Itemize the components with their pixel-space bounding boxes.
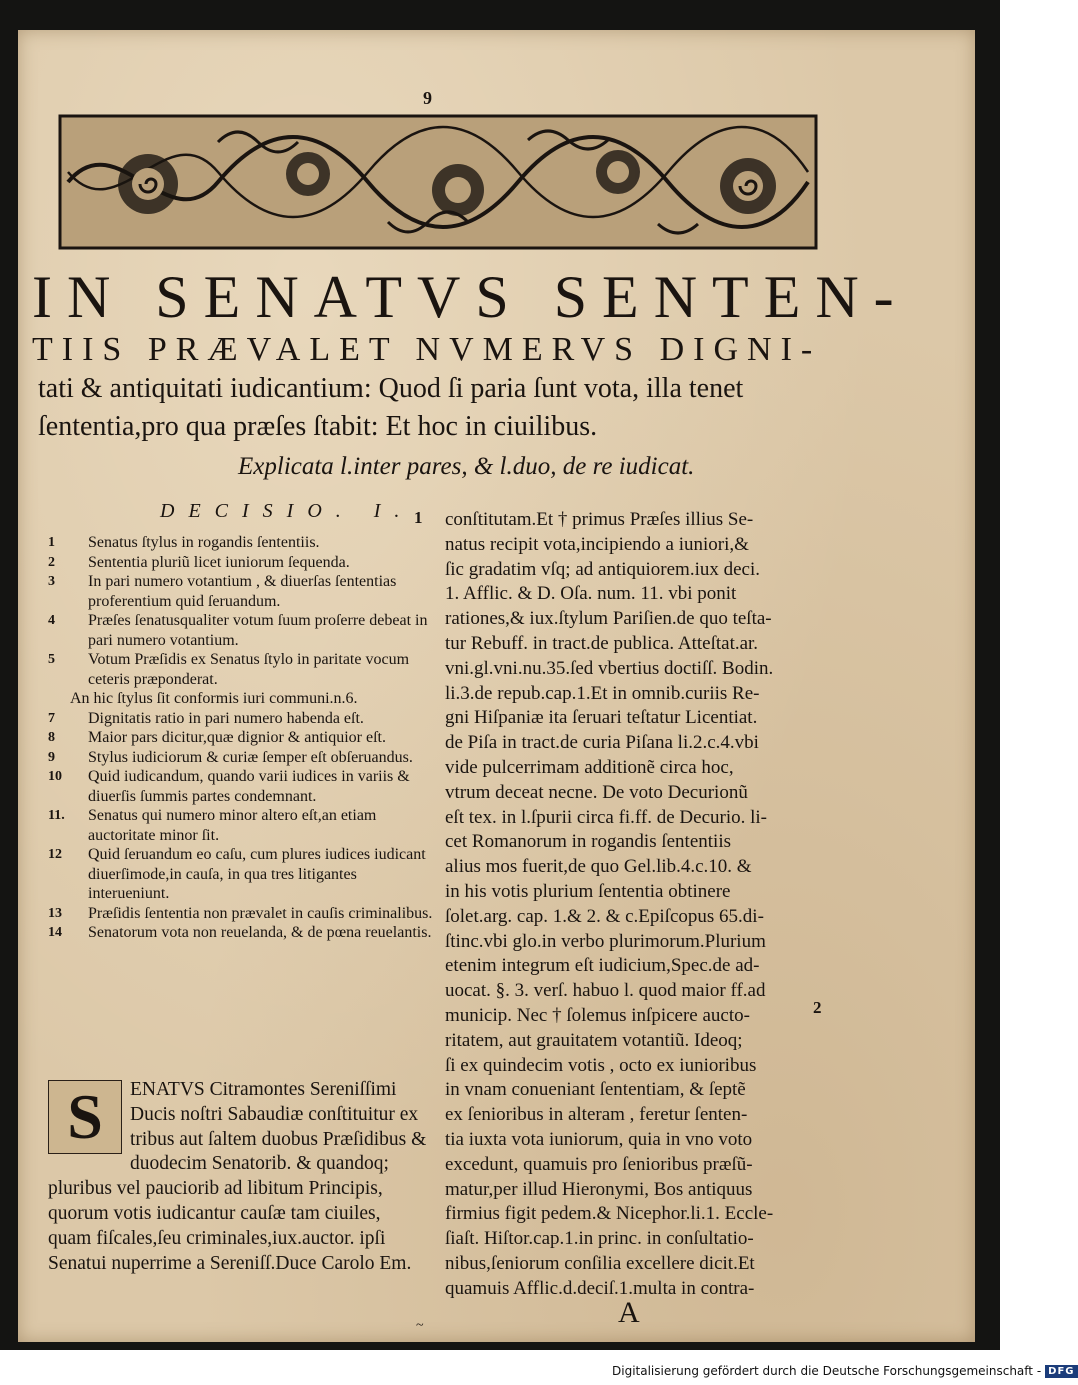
summary-item-number: 4: [48, 613, 55, 628]
body-line: ex ſenioribus in alteram , feretur ſenten-: [445, 1104, 748, 1126]
summary-item: [48, 904, 438, 924]
summary-item-number: 11.: [48, 808, 65, 823]
body-line: de Piſa in tract.de curia Piſana li.2.c.4.vbi: [445, 732, 759, 754]
summary-item-text: Votum Præſidis ex Senatus ſtylo in paritate vocum ceteris præponderat.: [88, 651, 410, 688]
bottom-flourish: ~: [416, 1318, 424, 1333]
summary-item: [48, 533, 438, 553]
summary-item-text: Præſes ſenatusqualiter votum ſuum proſerre debeat in pari numero votantium.: [88, 612, 428, 649]
summary-item-number: 14: [48, 925, 62, 940]
summary-item-text: Præſidis ſententia non prævalet in cauſis criminalibus.: [88, 904, 433, 922]
body-line: conſtitutam.Et † primus Præſes illius Se-: [445, 509, 754, 530]
body-text-right: [445, 508, 797, 1302]
summary-item: [48, 748, 438, 768]
body-line: cet Romanorum in rogandis ſententiis: [445, 831, 732, 853]
summary-item-number: 10: [48, 769, 62, 784]
body-line: natus recipit vota,incipiendo a iuniori,&: [445, 533, 749, 555]
body-line: quamuis Afflic.d.deciſ.1.multa in contra-: [445, 1277, 755, 1299]
body-text-left: [48, 1078, 428, 1276]
summary-item-text: Quid ſeruandum eo caſu, cum plures iudices iudicant diuerſimode,in cauſa, in qua tres litigantes interueniunt.: [88, 846, 426, 902]
summary-item: [48, 728, 438, 748]
signature-mark: A: [618, 1296, 640, 1329]
summary-item: [48, 611, 438, 650]
summary-item-text: In pari numero votantium , & diuerſas ſententias proferentium quid ſeruandum.: [88, 573, 397, 610]
body-line: 1. Afflic. & D. Oſa. num. 11. vbi ponit: [445, 583, 737, 605]
body-line: ſic gradatim vſq; ad antiquiorem.iux deci.: [445, 558, 760, 580]
body-line: ſiaſt. Hiſtor.cap.1.in princ. in conſultatio-: [445, 1228, 754, 1250]
page-number: 9: [423, 88, 432, 108]
summary-item-text: Senatus qui numero minor altero eſt,an etiam auctoritate minor ſit.: [88, 807, 377, 844]
summary-item-number: 7: [48, 710, 55, 726]
body-line: nibus,ſeniorum conſilia excellere dicit.Et: [445, 1252, 755, 1274]
summary-item-text: Senatus ſtylus in rogandis ſententiis.: [88, 534, 320, 551]
summary-list: [48, 533, 438, 943]
summary-item: [48, 689, 438, 709]
title-line-1: IN SENATVS SENTEN-: [32, 264, 909, 330]
subtitle: Explicata l.inter pares, & l.duo, de re iudicat.: [238, 453, 695, 480]
summary-item-text: Sententia pluriũ licet iuniorum ſequenda.: [88, 553, 350, 571]
body-line: vtrum deceat necne. De voto Decurionũ: [445, 781, 748, 803]
body-line: tia iuxta vota iuniorum, quia in vno voto: [445, 1128, 753, 1150]
body-line: municip. Nec † ſolemus inſpicere aucto-: [445, 1004, 750, 1026]
summary-item-number: 2: [48, 554, 55, 570]
summary-item-number: 9: [48, 749, 55, 765]
summary-item-number: 5: [48, 652, 55, 667]
summary-item-text: Senatorum vota non reuelanda, & de pœna reuelantis.: [88, 924, 432, 941]
title-line-3: tati & antiquitati iudicantium: Quod ſi paria ſunt vota, illa tenet: [38, 373, 744, 404]
summary-item-text: An hic ſtylus ſit conformis iuri communi.n.6.: [70, 690, 358, 707]
body-line: etenim integrum eſt iudicium,Spec.de ad-: [445, 955, 760, 977]
summary-item-text: Quid iudicandum, quando varii iudices in variis & diuerſis ſummis partes condemnant.: [88, 768, 410, 805]
body-line: ſolet.arg. cap. 1.& 2. & c.Epiſcopus 65.di-: [445, 905, 764, 927]
body-line: ſi ex quindecim votis , octo ex iunioribus: [445, 1054, 757, 1076]
summary-item-number: 1: [48, 535, 55, 550]
summary-item-number: 12: [48, 847, 62, 862]
summary-item: [48, 709, 438, 729]
body-line: ritatem, aut grauitatem votantiũ. Ideoq;: [445, 1029, 743, 1051]
body-line: in his votis plurium ſententia obtinere: [445, 880, 731, 902]
summary-item-text: Maior pars dicitur,quæ dignior & antiquior eſt.: [88, 729, 386, 746]
body-line: in vnam conueniant ſententiam, & ſeptẽ: [445, 1079, 746, 1101]
title-line-2: TIIS PRÆVALET NVMERVS DIGNI-: [32, 331, 822, 368]
body-left-text: ENATVS Citramontes Sereniſſimi Ducis noſtri Sabaudiæ conſtituitur ex tribus aut ſaltem duobus Præſidibus & duodecim Senatorib. & quandoq; pluribus vel pauciorib ad libitum Principis, quorum votis iudicantur cauſæ tam ciuiles, quam fiſcales,ſeu criminales,iux.auctor. ipſi Senatui nuperrime a Sereniſſ.Duce Carolo Em.: [48, 1079, 427, 1274]
ornament-vine-icon: [58, 112, 818, 252]
body-line: excedunt, quamuis pro ſenioribus præſũ-: [445, 1153, 753, 1175]
summary-item-number: 8: [48, 730, 55, 745]
chapter-title: [32, 264, 909, 446]
body-line: uocat. §. 3. verſ. habuo l. quod maior ff.ad: [445, 980, 766, 1002]
margin-note-number: 1: [414, 508, 423, 527]
summary-item-text: Stylus iudiciorum & curiæ ſemper eſt obſeruandus.: [88, 748, 413, 766]
margin-note-number: 2: [813, 998, 822, 1017]
title-line-4: ſententia,pro qua præſes ſtabit: Et hoc in ciuilibus.: [38, 411, 598, 442]
summary-item: [48, 806, 438, 845]
body-line: alius mos fuerit,de quo Gel.lib.4.c.10. &: [445, 856, 752, 878]
summary-column: [48, 500, 438, 943]
footer-text: Digitalisierung gefördert durch die Deutsche Forschungsgemeinschaft -: [612, 1364, 1042, 1378]
summary-item: [48, 923, 438, 943]
summary-item: [48, 845, 438, 904]
dfg-logo: DFG: [1045, 1365, 1077, 1378]
decorated-initial: S: [48, 1080, 122, 1154]
body-line: eſt tex. in l.ſpurii circa fi.ff. de Decurio. li-: [445, 806, 768, 828]
summary-item-number: 13: [48, 905, 62, 921]
summary-item-number: 3: [48, 574, 55, 589]
summary-item: [48, 767, 438, 806]
summary-item: [48, 572, 438, 611]
decisio-heading: DECISIO. I.: [160, 500, 414, 522]
ornament-header-band: [58, 112, 818, 252]
body-line: vni.gl.vni.nu.35.ſed vbertius doctiſſ. Bodin.: [445, 657, 774, 679]
summary-item: [48, 553, 438, 573]
footer-credit: [612, 1364, 1078, 1378]
body-line: vide pulcerrimam additionẽ circa hoc,: [445, 756, 734, 778]
body-line: rationes,& iux.ſtylum Pariſien.de quo teſta-: [445, 608, 772, 630]
body-line: firmius figit pedem.& Nicephor.li.1. Eccle-: [445, 1203, 774, 1225]
body-line: tur Rebuff. in tract.de publica. Atteſtat.ar.: [445, 632, 759, 654]
summary-item-text: Dignitatis ratio in pari numero habenda eſt.: [88, 709, 364, 727]
body-line: gni Hiſpaniæ ita ſeruari teſtatur Licentiat.: [445, 707, 758, 729]
body-line: li.3.de repub.cap.1.Et in omnib.curiis Re-: [445, 682, 760, 704]
body-line: matur,per illud Hieronymi, Bos antiquus: [445, 1178, 753, 1200]
book-page: [18, 30, 975, 1342]
summary-item: [48, 650, 438, 689]
body-line: ſtinc.vbi glo.in verbo plurimorum.Plurium: [445, 930, 766, 952]
